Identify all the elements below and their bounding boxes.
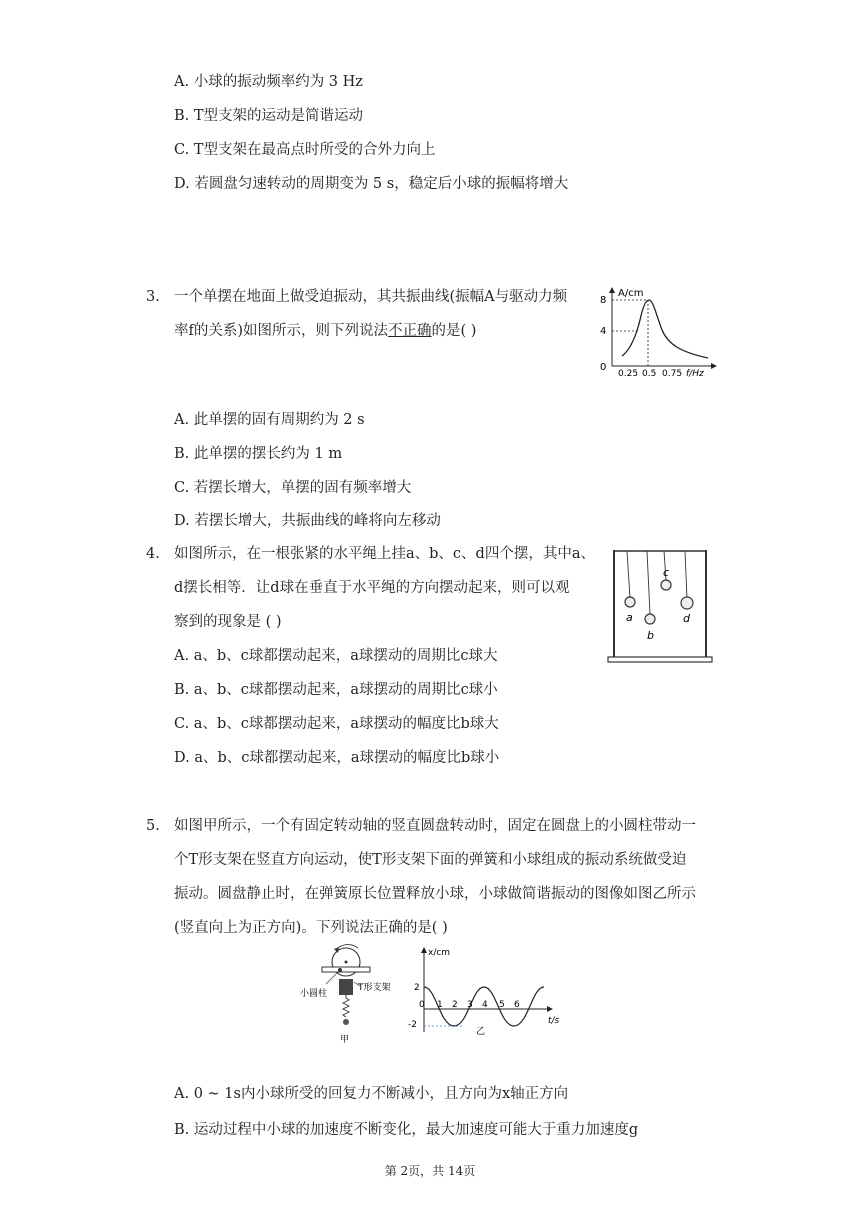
q5-label-cylinder: 小圆柱 [300, 989, 328, 999]
q4-pendulum-figure [604, 544, 716, 664]
q4-option-d: D. a、b、c球都摆动起来，a球摆动的幅度比b球小 [174, 750, 500, 766]
q3-x-arrow [711, 363, 717, 369]
q3-stem-line2 [174, 321, 476, 341]
q5-x-arrow [547, 1006, 553, 1012]
q2-option-d: D. 若圆盘匀速转动的周期变为 5 s，稳定后小球的振幅将增大 [174, 176, 569, 192]
q5-caption-left: 甲 [340, 1035, 350, 1045]
q3-stem-line2-post: 的是( ) [431, 323, 477, 339]
q5-y-tick-2: 2 [414, 983, 420, 993]
page-footer: 第 2页，共 14页 [384, 1164, 476, 1178]
q4-base [608, 657, 712, 662]
q5-ball [343, 1019, 349, 1025]
q4-stem-line3: 察到的现象是 ( ) [174, 614, 282, 630]
q5-figure-graph [404, 944, 564, 1038]
q3-x-tick-05: 0.5 [642, 369, 657, 378]
q3-x-tick-025: 0.25 [618, 369, 639, 378]
q5-x-tick-3: 3 [467, 1000, 473, 1010]
q3-option-b: B. 此单摆的摆长约为 1 m [174, 446, 343, 462]
q4-ball-a [625, 597, 635, 607]
q4-option-c: C. a、b、c球都摆动起来，a球摆动的幅度比b球大 [174, 716, 499, 732]
q5-figure-disk [294, 942, 406, 1046]
q3-option-a: A. 此单摆的固有周期约为 2 s [174, 412, 365, 428]
q5-stem-line1: 如图甲所示，一个有固定转动轴的竖直圆盘转动时，固定在圆盘上的小圆柱带动一 [174, 818, 696, 834]
q4-label-a: a [626, 611, 633, 624]
q5-x-tick-0: 0 [419, 1000, 425, 1010]
q5-stem-line2: 个T形支架在竖直方向运动，使T形支架下面的弹簧和小球组成的振动系统做受迫 [174, 852, 687, 868]
q5-stem-line4: (竖直向上为正方向)。下列说法正确的是( ) [174, 920, 448, 936]
q3-y-tick-4: 4 [600, 326, 607, 337]
q5-x-tick-4: 4 [482, 1000, 488, 1010]
q3-stem-underlined: 不正确 [388, 323, 432, 339]
q5-x-tick-2: 2 [452, 1000, 458, 1010]
q3-y-label: A/cm [618, 288, 644, 299]
q4-string-a [627, 551, 630, 598]
q3-option-d: D. 若摆长增大，共振曲线的峰将向左移动 [174, 513, 441, 529]
q5-t-frame-stem [339, 979, 353, 995]
q3-stem-line1: 一个单摆在地面上做受迫振动，其共振曲线(振幅A与驱动力频 [174, 289, 568, 305]
q5-axle [345, 961, 348, 964]
q5-spring [343, 998, 349, 1017]
q4-ball-b [645, 614, 655, 624]
q5-option-a: A. 0 ~ 1s内小球所受的回复力不断减小，且方向为x轴正方向 [174, 1086, 569, 1102]
q5-stem-line3: 振动。圆盘静止时，在弹簧原长位置释放小球，小球做简谐振动的图像如图乙所示 [174, 886, 696, 902]
q3-option-c: C. 若摆长增大，单摆的固有频率增大 [174, 480, 412, 496]
q5-leader-cylinder [326, 972, 338, 984]
q4-option-a: A. a、b、c球都摆动起来，a球摆动的周期比c球大 [174, 648, 498, 664]
q4-label-b: b [647, 629, 654, 642]
q5-x-tick-6: 6 [514, 1000, 520, 1010]
q5-x-label: t/s [548, 1016, 560, 1026]
q3-resonance-figure [598, 284, 720, 378]
q2-option-c: C. T型支架在最高点时所受的合外力向上 [174, 142, 436, 158]
q3-y-arrow [609, 287, 615, 293]
q5-t-frame-top [322, 967, 370, 972]
q3-resonance-curve [622, 300, 708, 358]
q5-y-arrow [421, 947, 427, 953]
q4-label-d: d [683, 612, 690, 625]
q4-label-c: c [663, 566, 670, 579]
q5-small-cylinder [338, 968, 342, 972]
q5-number: 5. [146, 818, 160, 834]
q3-stem-line2-pre: 率f的关系)如图所示，则下列说法 [174, 323, 389, 339]
q5-option-b: B. 运动过程中小球的加速度不断变化，最大加速度可能大于重力加速度g [174, 1122, 639, 1138]
q5-y-tick-neg2: -2 [408, 1020, 417, 1030]
q4-stem-line2: d摆长相等．让d球在垂直于水平绳的方向摆动起来，则可以观 [174, 580, 570, 596]
q4-string-b [647, 551, 650, 614]
q4-ball-d [681, 597, 693, 609]
q5-caption-right: 乙 [476, 1027, 486, 1037]
q3-y-tick-0: 0 [600, 362, 607, 373]
q5-x-tick-1: 1 [437, 1000, 443, 1010]
q4-option-b: B. a、b、c球都摆动起来，a球摆动的周期比c球小 [174, 682, 498, 698]
q3-x-label: f/Hz [686, 369, 704, 378]
q4-ball-c [661, 580, 671, 590]
q3-y-tick-8: 8 [600, 295, 607, 306]
q5-label-frame: T形支架 [358, 983, 391, 993]
q4-string-d [685, 551, 687, 598]
q3-x-tick-075: 0.75 [662, 369, 683, 378]
q5-y-label: x/cm [428, 948, 451, 958]
q4-stem-line1: 如图所示，在一根张紧的水平绳上挂a、b、c、d四个摆，其中a、 [174, 546, 595, 562]
q3-number: 3. [146, 289, 160, 305]
q2-option-a: A. 小球的振动频率约为 3 Hz [174, 74, 363, 90]
q4-number: 4. [146, 546, 160, 562]
q2-option-b: B. T型支架的运动是简谐运动 [174, 108, 364, 124]
q5-x-tick-5: 5 [499, 1000, 505, 1010]
